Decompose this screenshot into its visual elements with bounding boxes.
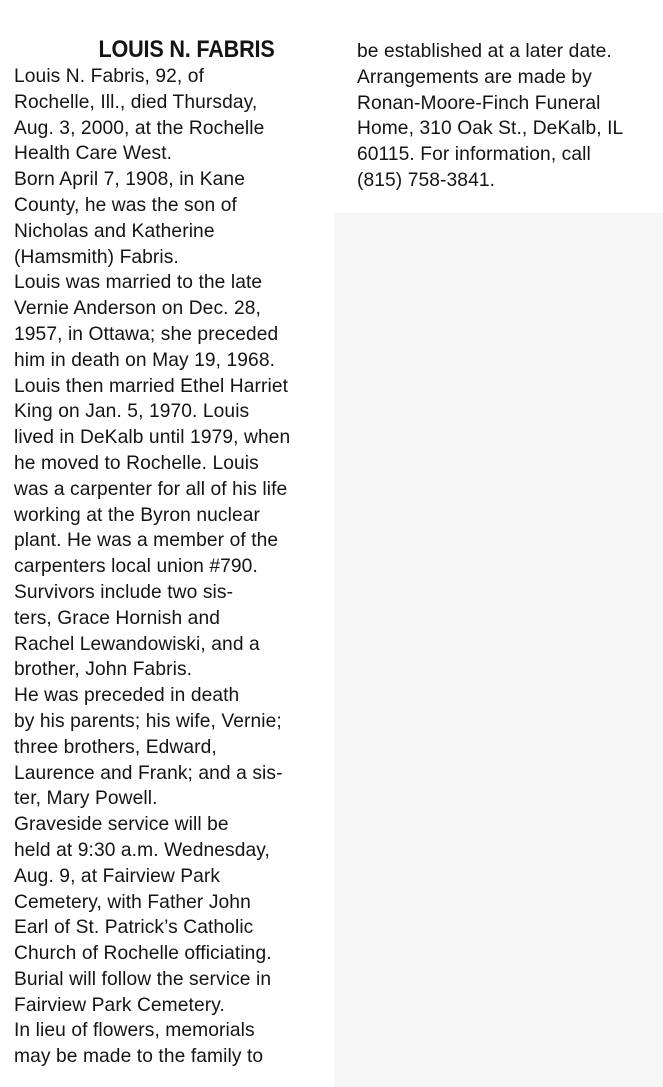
paragraph-death-notice: Louis N. Fabris, 92, of Rochelle, Ill., died Thursday, Aug. 3, 2000, at the Rochelle Health Care West. bbox=[14, 66, 265, 165]
paragraph-birth: Born April 7, 1908, in Kane County, he was the son of Nicholas and Katherine (Hamsmith) Fabris. bbox=[14, 169, 245, 268]
paragraph-memorials-continued: be established at a later date. bbox=[357, 41, 612, 62]
left-column bbox=[14, 36, 332, 1070]
paragraph-graveside-service: Graveside service will be held at 9:30 a.m. Wednesday, Aug. 9, at Fairview Park Cemetery, with Father John Earl of St. Patrick’s Catholic Church of Rochelle officiating. Burial will follow the service in Fairview Park Cemetery. bbox=[14, 814, 272, 1016]
right-column bbox=[357, 39, 661, 194]
paragraph-memorials: In lieu of flowers, memorials may be made to the family to bbox=[14, 1020, 264, 1068]
paragraph-survivors: Survivors include two sis- ters, Grace Hornish and Rachel Lewandowiski, and a brother, John Fabris. bbox=[14, 581, 260, 681]
blank-paper-area bbox=[334, 213, 663, 1087]
paragraph-marriage-career: Louis was married to the late Vernie Anderson on Dec. 28, 1957, in Ottawa; she preceded him in death on May 19, 1968. Louis then married Ethel Harriet King on Jan. 5, 1970. Louis lived in DeKalb until 1979, when he moved to Rochelle. Louis was a carpenter for all of his life working at the Byron nuclear plant. He was a member of the carpenters local union #790. bbox=[14, 272, 291, 578]
paragraph-arrangements: Arrangements are made by Ronan-Moore-Finch Funeral Home, 310 Oak St., DeKalb, IL 60115. For information, call (815) 758-3841. bbox=[357, 66, 624, 191]
obituary-headline: LOUIS N. FABRIS bbox=[98, 36, 275, 63]
paragraph-preceded-in-death: He was preceded in death by his parents; his wife, Vernie; three brothers, Edward, Laurence and Frank; and a sis- ter, Mary Powell. bbox=[14, 685, 283, 810]
